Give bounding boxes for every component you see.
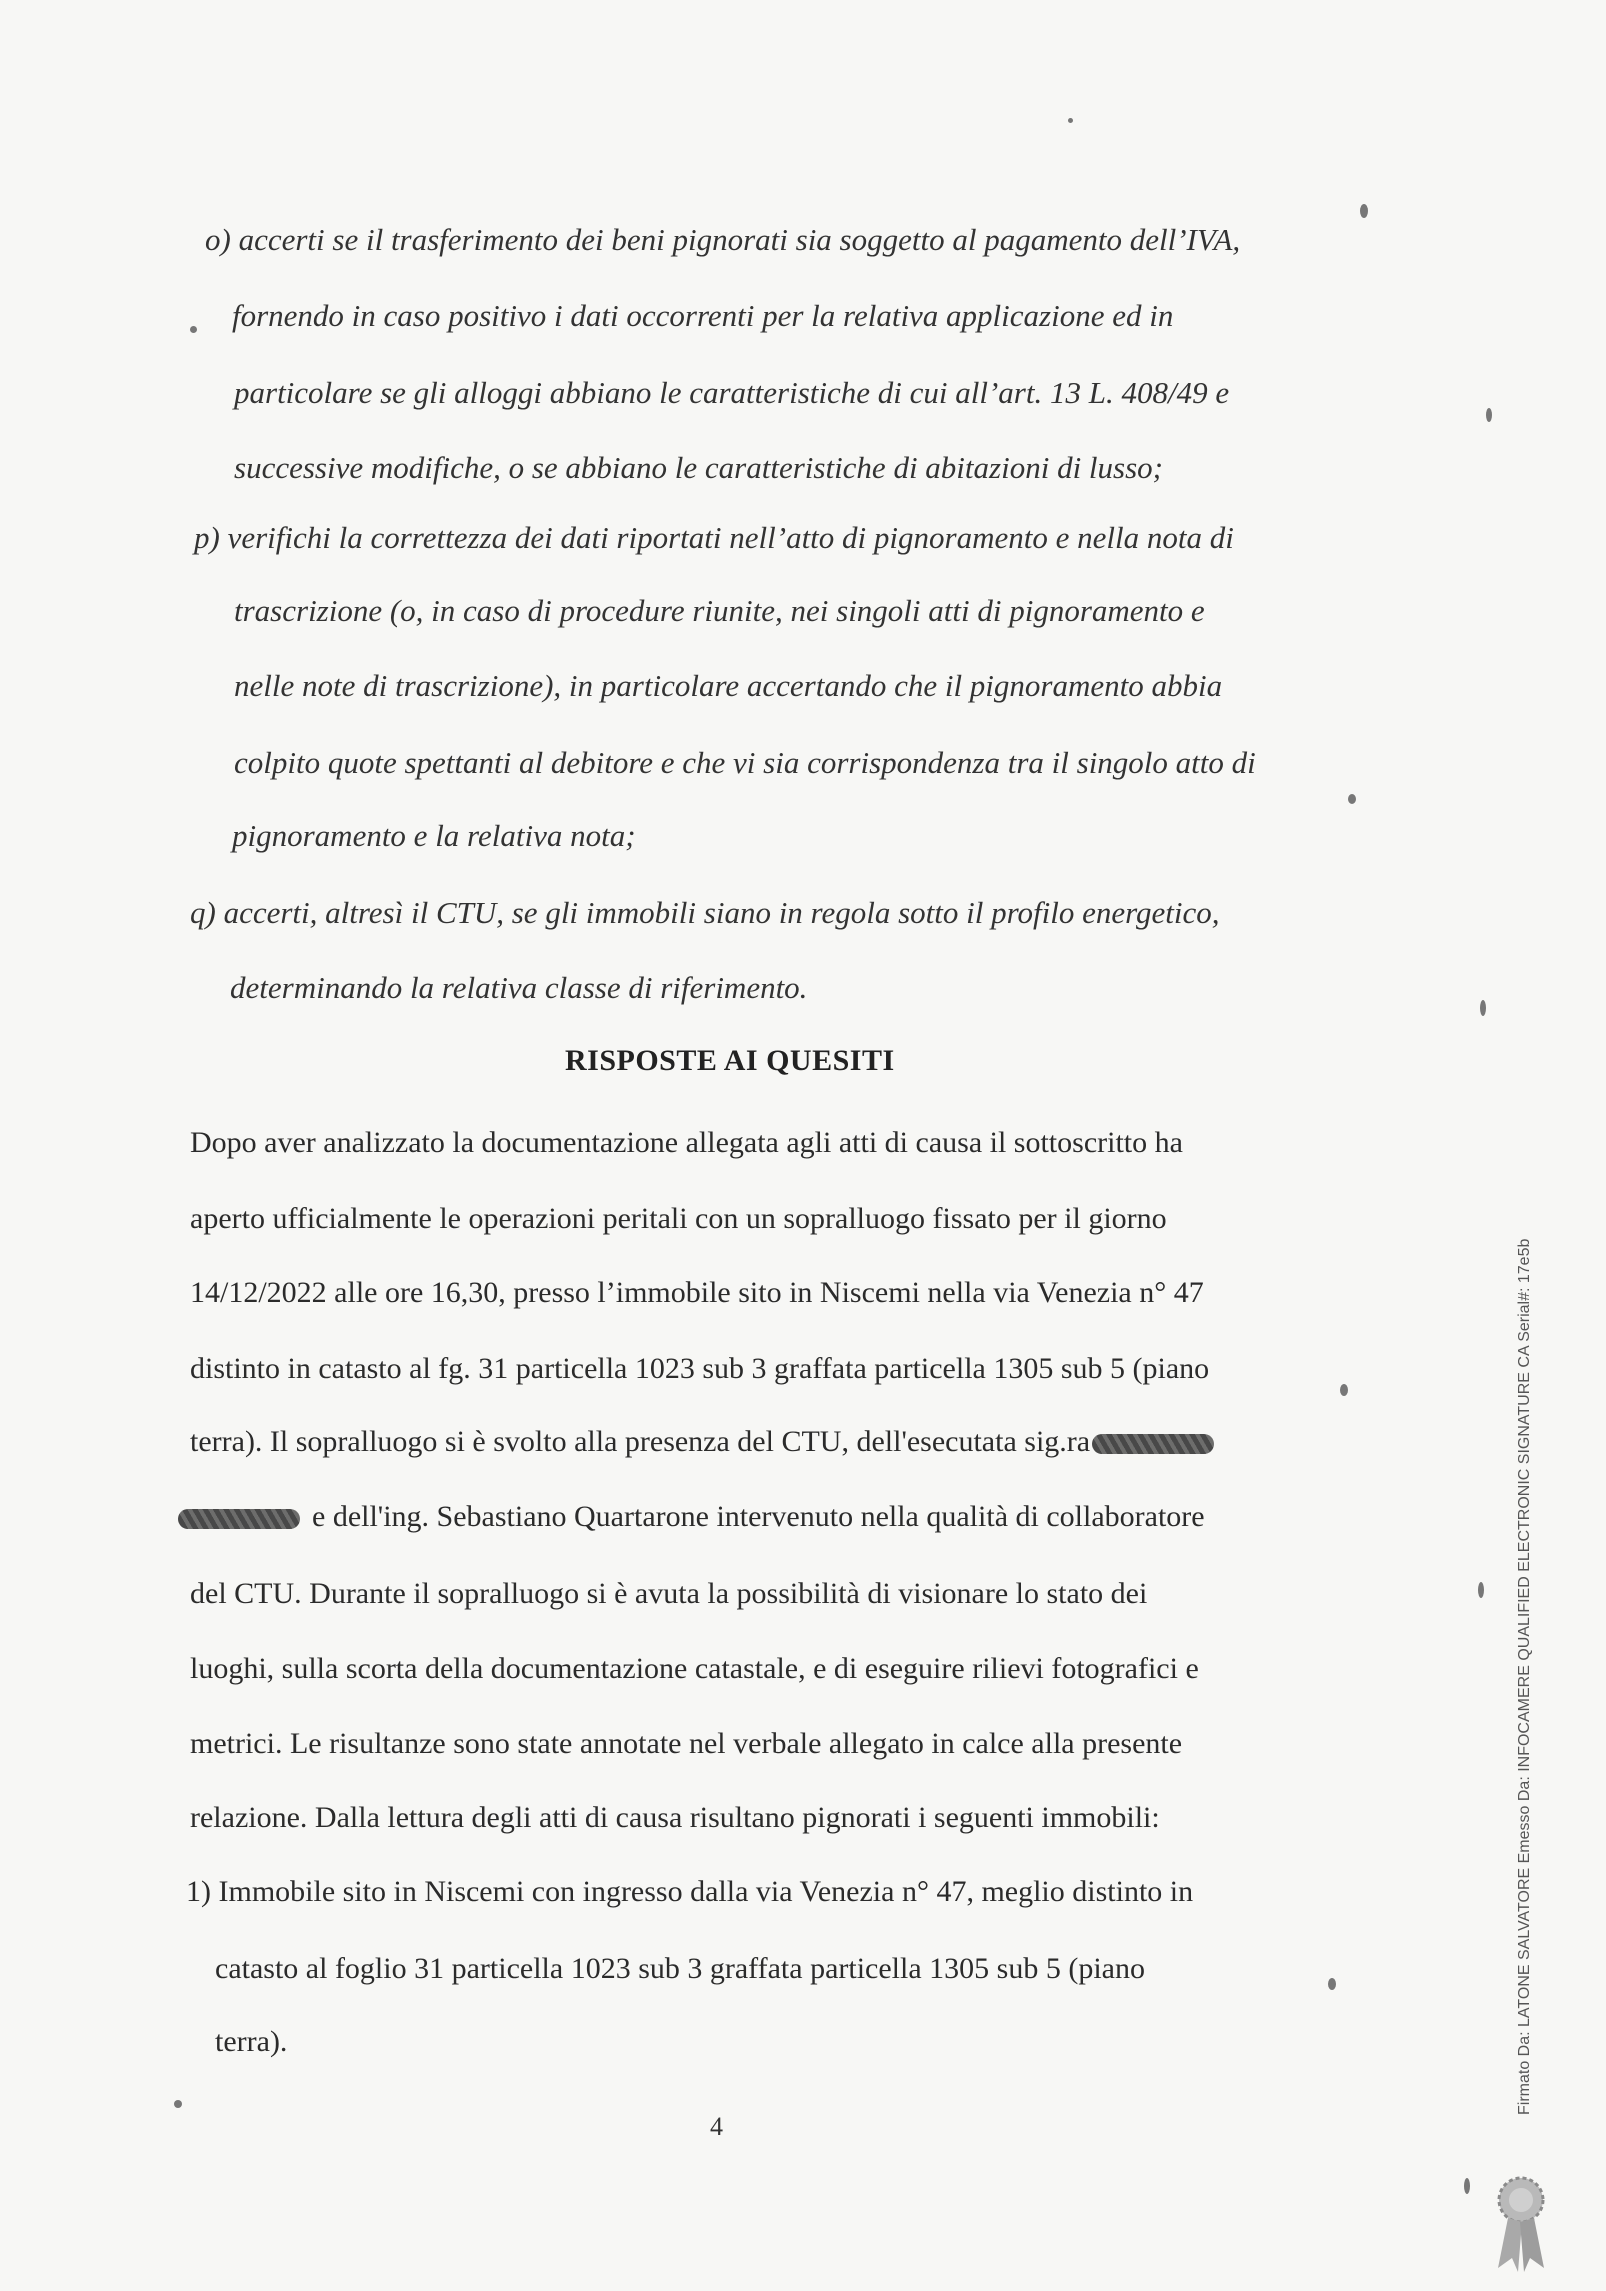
quesito-p-line-1: p) verifichi la correttezza dei dati riportati nell’atto di pignoramento e nella nota di xyxy=(194,520,1234,555)
list-item-1-line-1: 1) Immobile sito in Niscemi con ingresso dalla via Venezia n° 47, meglio distinto in xyxy=(186,1875,1194,1908)
body-line-10: relazione. Dalla lettura degli atti di causa risultano pignorati i seguenti immobili: xyxy=(190,1801,1160,1834)
quesito-p-line-4: colpito quote spettanti al debitore e che vi sia corrispondenza tra il singolo atto di xyxy=(234,745,1256,780)
body-line-3: 14/12/2022 alle ore 16,30, presso l’immobile sito in Niscemi nella via Venezia n° 47 xyxy=(190,1276,1204,1309)
body-line-5-wrap xyxy=(190,1425,1214,1459)
body-line-2: aperto ufficialmente le operazioni peritali con un sopralluogo fissato per il giorno xyxy=(190,1202,1167,1235)
quesito-p-line-3: nelle note di trascrizione), in particolare accertando che il pignoramento abbia xyxy=(234,668,1223,703)
signature-stamp-text: Firmato Da: LATONE SALVATORE Emesso Da: INFOCAMERE QUALIFIED ELECTRONIC SIGNATURE CA Serial#: 17e5b xyxy=(1516,1238,1533,2115)
body-line-5: terra). Il sopralluogo si è svolto alla presenza del CTU, dell'esecutata sig.ra xyxy=(190,1425,1091,1458)
scan-speck xyxy=(1328,1978,1336,1990)
scan-speck xyxy=(190,326,197,333)
quesito-p-line-5: pignoramento e la relativa nota; xyxy=(232,818,636,853)
scan-speck xyxy=(174,2100,182,2108)
scan-speck xyxy=(1360,204,1368,218)
redacted-name-part-1 xyxy=(1092,1434,1214,1454)
scan-speck xyxy=(1340,1384,1348,1396)
body-line-6-wrap xyxy=(178,1500,1205,1534)
list-item-1-line-3: terra). xyxy=(215,2025,288,2058)
scan-speck xyxy=(1348,794,1356,804)
redacted-name-part-2 xyxy=(178,1509,300,1529)
quesito-o-line-3: particolare se gli alloggi abbiano le caratteristiche di cui all’art. 13 L. 408/49 e xyxy=(234,375,1230,410)
scan-speck xyxy=(1464,2178,1470,2194)
scan-speck xyxy=(1478,1582,1484,1598)
section-heading: RISPOSTE AI QUESITI xyxy=(565,1044,895,1077)
body-line-6: e dell'ing. Sebastiano Quartarone intervenuto nella qualità di collaboratore xyxy=(312,1500,1205,1533)
body-line-1: Dopo aver analizzato la documentazione allegata agli atti di causa il sottoscritto ha xyxy=(190,1126,1183,1159)
body-line-8: luoghi, sulla scorta della documentazione catastale, e di eseguire rilievi fotografici e xyxy=(190,1652,1199,1685)
quesito-q-line-1: q) accerti, altresì il CTU, se gli immobili siano in regola sotto il profilo energetico, xyxy=(190,895,1220,930)
seal-icon xyxy=(1486,2168,1556,2278)
body-line-4: distinto in catasto al fg. 31 particella 1023 sub 3 graffata particella 1305 sub 5 (piano xyxy=(190,1352,1210,1385)
scan-speck xyxy=(1480,1000,1486,1016)
scan-speck xyxy=(1486,408,1492,422)
signature-stamp xyxy=(1516,1115,1552,2115)
quesito-o-line-4: successive modifiche, o se abbiano le caratteristiche di abitazioni di lusso; xyxy=(234,450,1164,485)
quesito-o-line-2: fornendo in caso positivo i dati occorrenti per la relativa applicazione ed in xyxy=(232,298,1174,333)
quesito-o-line-1: o) accerti se il trasferimento dei beni pignorati sia soggetto al pagamento dell’IVA, xyxy=(205,222,1241,257)
list-item-1-line-2: catasto al foglio 31 particella 1023 sub 3 graffata particella 1305 sub 5 (piano xyxy=(215,1952,1145,1985)
body-line-9: metrici. Le risultanze sono state annotate nel verbale allegato in calce alla presente xyxy=(190,1727,1183,1760)
body-line-7: del CTU. Durante il sopralluogo si è avuta la possibilità di visionare lo stato dei xyxy=(190,1577,1148,1610)
scan-speck xyxy=(1068,118,1073,123)
page-number: 4 xyxy=(710,2112,723,2141)
quesito-p-line-2: trascrizione (o, in caso di procedure riunite, nei singoli atti di pignoramento e xyxy=(234,593,1205,628)
quesito-q-line-2: determinando la relativa classe di riferimento. xyxy=(230,970,808,1005)
